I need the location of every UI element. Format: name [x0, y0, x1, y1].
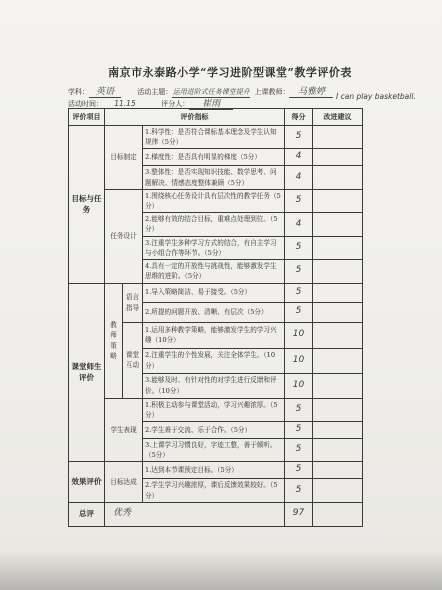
- table-row: [69, 189, 363, 212]
- time-value: 11.15: [103, 99, 147, 109]
- group-label-task-design: 任务设计: [105, 189, 143, 283]
- indicator-text: 2.注重学生的个性发展，关注全体学生。（10分）: [143, 348, 285, 373]
- time-label: 活动时间：: [68, 100, 103, 108]
- score-cell: 5: [285, 126, 313, 149]
- indicator-text: 4.具有一定的开放性与挑战性，能够激发学生思维的进阶。（5分）: [143, 260, 285, 283]
- table-row: [69, 283, 363, 302]
- indicator-text: 2.学生善于交流、乐于合作。（5分）: [143, 422, 285, 439]
- col-header-suggestion: 改进建议: [313, 109, 363, 126]
- table-row: [69, 462, 363, 479]
- total-suggestion-cell: [313, 502, 363, 526]
- suggestion-cell: [313, 236, 363, 259]
- suggestion-cell: [313, 373, 363, 398]
- subgroup-label-language: 语言指导: [123, 283, 143, 322]
- score-cell: 5: [285, 236, 313, 259]
- suggestion-cell: [313, 302, 363, 322]
- indicator-text: 1.导入策略简洁、易于接受。（5分）: [143, 283, 285, 302]
- indicator-text: 2.所提的问题开放、清晰、有层次（5分）: [143, 302, 285, 322]
- total-score: 97: [285, 502, 313, 526]
- subject-label: 学科：: [68, 88, 89, 96]
- rater-label: 评分人：: [161, 100, 190, 108]
- score-cell: 4: [285, 166, 313, 189]
- suggestion-cell: [313, 213, 363, 236]
- suggestion-cell: [313, 479, 363, 502]
- score-cell: 10: [285, 373, 313, 398]
- table-header-row: [69, 109, 363, 126]
- suggestion-cell: [313, 438, 363, 461]
- indicator-text: 2.学生学习兴趣浓厚，课后反馈效果较好。（5分）: [143, 479, 285, 502]
- subject-value: 英语: [89, 84, 121, 98]
- suggestion-cell: [313, 422, 363, 439]
- suggestion-cell: [313, 189, 363, 212]
- col-header-indicator: 评价指标: [105, 109, 285, 126]
- col-header-score: 得分: [285, 109, 313, 126]
- indicator-text: 3.整体性：是否实现知识技能、数学思考、问题解决、情感态度整体兼顾（5分）: [143, 166, 285, 189]
- score-cell: 5: [285, 398, 313, 421]
- indicator-text: 2.能够有效的结合目标，重难点处理到位。（5分）: [143, 213, 285, 236]
- teacher-label: 上课教师：: [254, 88, 290, 96]
- score-cell: 5: [285, 302, 313, 322]
- indicator-text: 3.能够及时、有针对性的对学生进行反馈和评价。（10分）: [143, 373, 285, 398]
- score-cell: 5: [285, 422, 313, 439]
- section-label-classroom: 课堂师生评价: [69, 283, 105, 462]
- score-cell: 5: [285, 462, 313, 479]
- suggestion-cell: [313, 126, 363, 149]
- topic-value: 运用进阶式任务课堂提升: [172, 88, 250, 96]
- total-comment: 优秀: [105, 502, 285, 526]
- indicator-text: 3.注重学生多种学习方式的结合，有自主学习与小组合作等环节。（5分）: [143, 236, 285, 259]
- evaluation-table: [68, 108, 363, 527]
- suggestion-cell: [313, 462, 363, 479]
- photo-shadow: [0, 550, 442, 590]
- score-cell: 5: [285, 438, 313, 461]
- group-label-goal-achievement: 目标达成: [105, 462, 143, 502]
- score-cell: 5: [285, 189, 313, 212]
- section-label-goals: 目标与任务: [69, 126, 105, 284]
- group-label-student-performance: 学生表现: [105, 398, 143, 462]
- teacher-value: 马雅婷: [289, 84, 333, 98]
- group-label-goal-setting: 目标制定: [105, 126, 143, 190]
- suggestion-cell: [313, 398, 363, 421]
- score-cell: 5: [285, 479, 313, 502]
- indicator-text: 1.围绕核心任务设计具有层次性的教学任务（5分）: [143, 189, 285, 212]
- score-cell: 4: [285, 149, 313, 166]
- suggestion-cell: [313, 283, 363, 302]
- suggestion-cell: [313, 260, 363, 283]
- table-row: [69, 398, 363, 421]
- section-label-effect: 效果评价: [69, 462, 105, 502]
- table-row: [69, 126, 363, 149]
- rater-value: 崔雨: [189, 96, 233, 110]
- suggestion-cell: [313, 149, 363, 166]
- score-cell: 4: [285, 213, 313, 236]
- indicator-text: 1.科学性：是否符合课标基本理念及学生认知规律（5分）: [143, 126, 285, 149]
- margin-note: I can play basketball.: [336, 92, 416, 101]
- indicator-text: 1.积极主动参与课堂活动，学习兴趣浓厚。（5分）: [143, 398, 285, 421]
- col-header-item: 评价项目: [69, 109, 105, 126]
- score-cell: 5: [285, 283, 313, 302]
- indicator-text: 2.梯度性：是否具有明显的梯度（5分）: [143, 149, 285, 166]
- subgroup-label-interaction: 课堂互动: [123, 322, 143, 398]
- indicator-text: 1.运用多种教学策略，能够激发学生的学习兴趣（10分）: [143, 322, 285, 348]
- score-cell: 5: [285, 260, 313, 283]
- suggestion-cell: [313, 322, 363, 348]
- topic-label: 活动主题：: [137, 88, 173, 96]
- indicator-text: 1.达到本节课预定目标。（5分）: [143, 462, 285, 479]
- suggestion-cell: [313, 348, 363, 373]
- group-label-teacher-strategy: 教师策略: [105, 283, 123, 398]
- total-label: 总评: [69, 502, 105, 526]
- suggestion-cell: [313, 166, 363, 189]
- score-cell: 10: [285, 322, 313, 348]
- indicator-text: 3.上课学习习惯良好，字迹工整，善于倾听。（5分）: [143, 438, 285, 461]
- score-cell: 10: [285, 348, 313, 373]
- page-title: 南京市永泰路小学“学习进阶型课堂”教学评价表: [108, 66, 352, 79]
- total-row: [69, 502, 363, 526]
